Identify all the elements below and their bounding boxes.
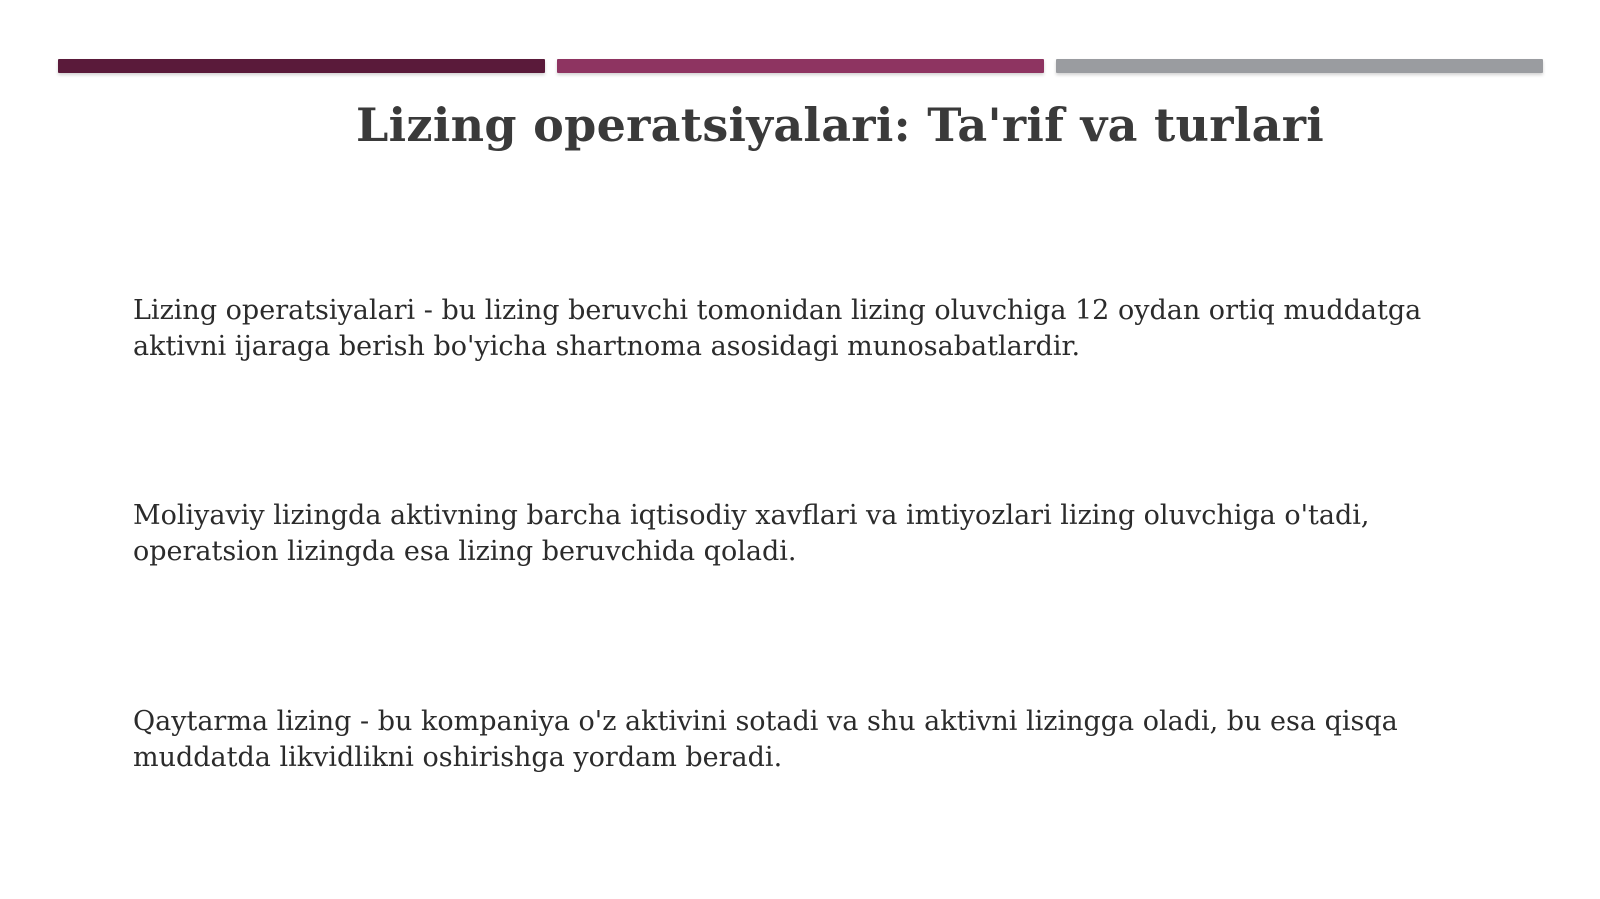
accent-bar-gray: [1056, 59, 1543, 73]
slide-title: Lizing operatsiyalari: Ta'rif va turlari: [355, 98, 1325, 152]
accent-bar-magenta: [557, 59, 1044, 73]
paragraph-definition: Lizing operatsiyalari - bu lizing beruvchi tomonidan lizing oluvchiga 12 oydan ortiq muddatga aktivni ijaraga berish bo'yicha shartnoma asosidagi munosabatlardir.: [133, 295, 1422, 362]
accent-bar-dark-plum: [58, 59, 545, 73]
paragraph-financial-vs-operating: Moliyaviy lizingda aktivning barcha iqtisodiy xavflari va imtiyozlari lizing oluvchiga o'tadi, operatsion lizingda esa lizing beruvchida qoladi.: [133, 500, 1370, 567]
paragraph-sale-leaseback: Qaytarma lizing - bu kompaniya o'z aktivini sotadi va shu aktivni lizingga oladi, bu esa qisqa muddatda likvidlikni oshirishga yordam beradi.: [133, 706, 1398, 773]
